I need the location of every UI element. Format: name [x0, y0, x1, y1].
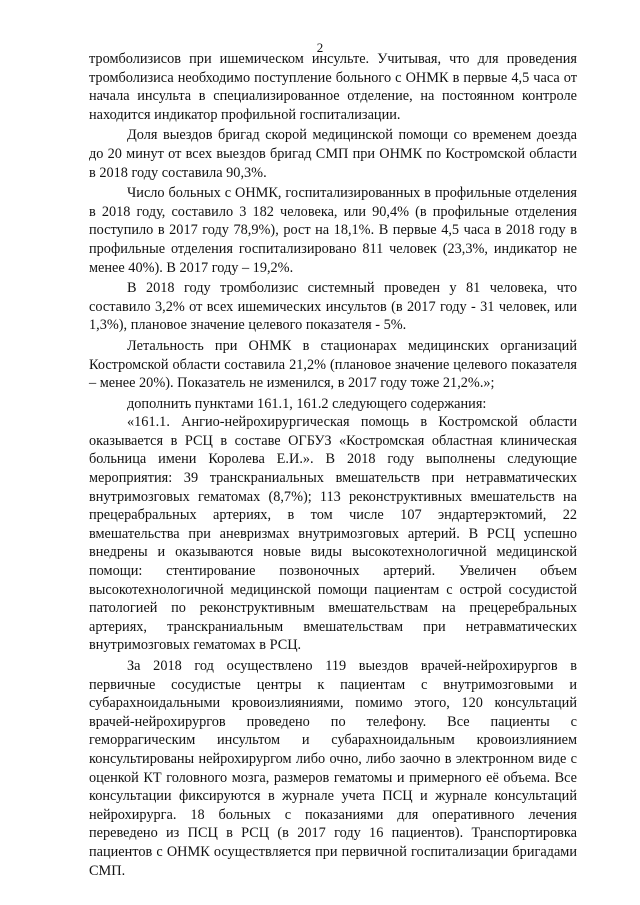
paragraph-1: тромболизисов при ишемическом инсульте. Учитывая, что для проведения тромболизиса необходимо поступление больного с ОНМК в первые 4,5 часа от начала инсульта в специализированное отделение, на постоянном контроле находится индикатор профильной госпитализации.	[89, 51, 577, 123]
paragraph-7: «161.1. Ангио-нейрохирургическая помощь в Костромской области оказывается в РСЦ в составе ОГБУЗ «Костромская областная клиническая больница имени Королева Е.И.». В 2018 году выполнены следующие мероприятия: 39 транскраниальных вмешательств при нетравматических внутримозговых гематомах (8,7%); 113 реконструктивных вмешательств на прецерабральных артериях, в том числе 107 эндартерэктомий, 22 вмешательства при аневризмах внутримозговых артерий. В РСЦ успешно внедрены и оказываются новые виды высокотехнологичной медицинской помощи: стентирование позвоночных артерий. Увеличен объем высокотехнологичной медицинской помощи пациентам с острой сосудистой патологией по реконструктивным вмешательствам на прецеребральных артериях, транскраниальным вмешательствам при нетравматических внутримозговых гематомах в РСЦ.	[89, 414, 577, 654]
paragraph-4: В 2018 году тромболизис системный проведен у 81 человека, что составило 3,2% от всех ишемических инсультов (в 2017 году - 31 человек, или 1,3%), плановое значение целевого показателя - 5%.	[89, 280, 577, 334]
paragraph-3: Число больных с ОНМК, госпитализированных в профильные отделения в 2018 году, составило 3 182 человека, или 90,4% (в профильные отделения поступило в 2017 году 78,9%), рост на 18,1%. В первые 4,5 часа в 2018 году в профильные отделения госпитализировано 811 человек (23,3%, индикатор не менее 40%). В 2017 году – 19,2%.	[89, 185, 577, 276]
paragraph-6: дополнить пунктами 161.1, 161.2 следующего содержания:	[127, 395, 487, 412]
paragraph-8: За 2018 год осуществлено 119 выездов врачей-нейрохирургов в первичные сосудистые центры к пациентам с внутримозговыми и субарахноидальными кровоизлияниями, помимо этого, 120 консультаций врачей-нейрохирургов проведено по телефону. Все пациенты с геморрагическим инсультом и субарахноидальным кровоизлиянием консультированы нейрохирургом либо очно, либо заочно в электронном виде с оценкой КТ головного мозга, размеров гематомы и примерного её объема. Все консультации фиксируются в журнале учета ПСЦ и журнале консультаций нейрохирурга. 18 больных с показаниями для оперативного лечения переведено из ПСЦ в РСЦ (в 2017 году 16 пациентов). Транспортировка пациентов с ОНМК осуществляется при первичной госпитализации бригадами СМП.	[89, 658, 577, 879]
document-body	[89, 50, 577, 880]
paragraph-5: Летальность при ОНМК в стационарах медицинских организаций Костромской области составила 21,2% (плановое значение целевого показателя – менее 20%). Показатель не изменился, в 2017 году тоже 21,2%.»;	[89, 337, 577, 392]
paragraph-2: Доля выездов бригад скорой медицинской помощи со временем доезда до 20 минут от всех выездов бригад СМП при ОНМК по Костромской области в 2018 году составила 90,3%.	[89, 127, 577, 181]
page-number: 2	[316, 40, 324, 55]
